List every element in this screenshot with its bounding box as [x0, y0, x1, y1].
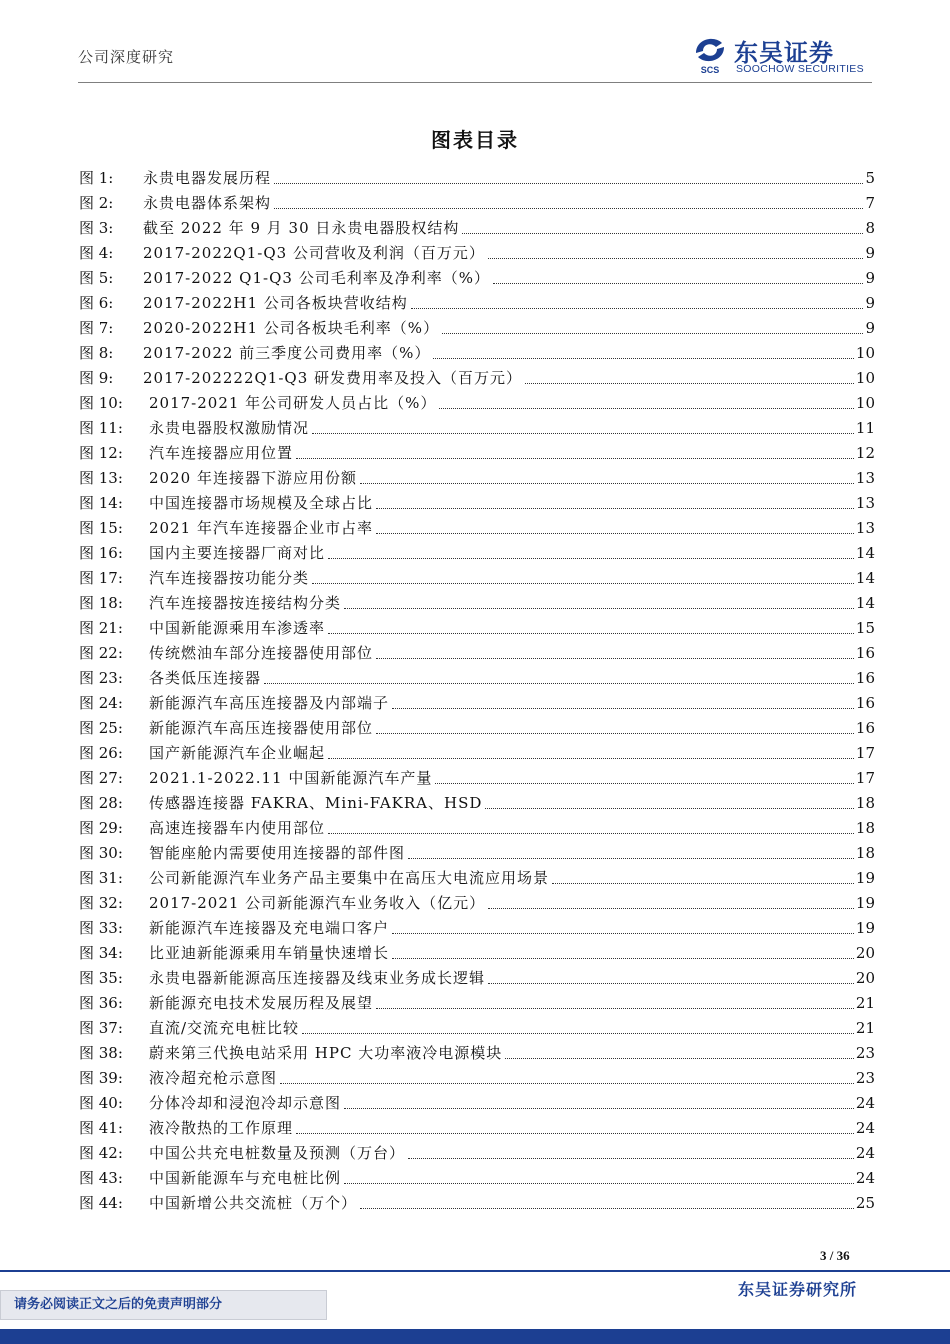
- toc-entry-page: 9: [865, 294, 875, 312]
- toc-entry-number: 图 14:: [79, 494, 123, 512]
- toc-leader-dots: [442, 316, 863, 334]
- toc-entry-number: 图 32:: [79, 894, 123, 912]
- toc-entry-page: 13: [855, 469, 875, 487]
- toc-entry[interactable]: [79, 416, 875, 441]
- toc-leader-dots: [328, 541, 854, 559]
- toc-leader-dots: [274, 191, 863, 209]
- toc-entry-title: 永贵电器发展历程: [143, 169, 272, 187]
- toc-entry-number: 图 5:: [79, 269, 114, 287]
- toc-entry-number: 图 43:: [79, 1169, 123, 1187]
- toc-entry[interactable]: [79, 441, 875, 466]
- soochow-logo-icon: [690, 33, 730, 75]
- toc-leader-dots: [280, 1066, 854, 1084]
- toc-entry-page: 7: [865, 194, 875, 212]
- toc-entry-page: 21: [855, 1019, 875, 1037]
- toc-entry[interactable]: [79, 1041, 875, 1066]
- toc-entry-number: 图 17:: [79, 569, 123, 587]
- toc-leader-dots: [344, 591, 854, 609]
- page-number: 3 / 36: [820, 1248, 850, 1263]
- toc-entry-title: 分体冷却和浸泡冷却示意图: [149, 1094, 342, 1112]
- toc-entry[interactable]: [79, 516, 875, 541]
- toc-entry-title: 新能源充电技术发展历程及展望: [149, 994, 374, 1012]
- toc-entry-page: 14: [855, 594, 875, 612]
- logo-mark-text: SCS: [700, 65, 720, 75]
- toc-leader-dots: [439, 391, 853, 409]
- toc-entry[interactable]: [79, 841, 875, 866]
- toc-leader-dots: [344, 1091, 854, 1109]
- toc-entry-title: 蔚来第三代换电站采用 HPC 大功率液冷电源模块: [149, 1044, 503, 1062]
- toc-entry-title: 比亚迪新能源乘用车销量快速增长: [149, 944, 390, 962]
- toc-leader-dots: [296, 441, 854, 459]
- toc-entry[interactable]: [79, 741, 875, 766]
- toc-entry-title: 中国新能源车与充电桩比例: [149, 1169, 342, 1187]
- toc-leader-dots: [525, 366, 854, 384]
- toc-leader-dots: [408, 841, 854, 859]
- toc-entry-title: 2021 年汽车连接器企业市占率: [149, 519, 373, 537]
- toc-entry-page: 9: [865, 244, 875, 262]
- footer-organization: 东吴证券研究所: [738, 1280, 858, 1299]
- toc-leader-dots: [302, 1016, 854, 1034]
- toc-entry-number: 图 6:: [79, 294, 114, 312]
- toc-entry-page: 9: [865, 319, 875, 337]
- toc-entry-title: 永贵电器股权激励情况: [149, 419, 310, 437]
- toc-leader-dots: [312, 566, 854, 584]
- toc-entry-title: 汽车连接器应用位置: [149, 444, 294, 462]
- toc-entry[interactable]: [79, 316, 875, 341]
- toc-entry-page: 10: [855, 394, 875, 412]
- toc-entry-title: 汽车连接器按连接结构分类: [149, 594, 342, 612]
- toc-entry-number: 图 2:: [79, 194, 114, 212]
- toc-leader-dots: [392, 916, 854, 934]
- toc-entry[interactable]: [79, 541, 875, 566]
- toc-entry-title: 新能源汽车连接器及充电端口客户: [149, 919, 390, 937]
- toc-entry[interactable]: [79, 466, 875, 491]
- disclaimer-notice: 请务必阅读正文之后的免责声明部分: [0, 1290, 327, 1320]
- toc-entry-number: 图 39:: [79, 1069, 123, 1087]
- toc-leader-dots: [488, 241, 864, 259]
- toc-entry-page: 16: [855, 669, 875, 687]
- toc-entry-number: 图 3:: [79, 219, 114, 237]
- toc-entry-number: 图 8:: [79, 344, 114, 362]
- toc-entry-title: 直流/交流充电桩比较: [149, 1019, 300, 1037]
- toc-entry-page: 14: [855, 544, 875, 562]
- toc-entry-title: 智能座舱内需要使用连接器的部件图: [149, 844, 406, 862]
- toc-entry-page: 19: [855, 894, 875, 912]
- toc-leader-dots: [376, 491, 854, 509]
- toc-entry-title: 国产新能源汽车企业崛起: [149, 744, 326, 762]
- toc-entry-page: 20: [855, 969, 875, 987]
- toc-entry-title: 2017-2021 公司新能源汽车业务收入（亿元）: [149, 894, 486, 912]
- toc-entry-page: 10: [855, 344, 875, 362]
- toc-leader-dots: [264, 666, 854, 684]
- toc-entry[interactable]: [79, 341, 875, 366]
- toc-leader-dots: [392, 691, 854, 709]
- toc-entry[interactable]: [79, 166, 875, 191]
- toc-entry-page: 14: [855, 569, 875, 587]
- toc-entry-title: 公司新能源汽车业务产品主要集中在高压大电流应用场景: [149, 869, 550, 887]
- toc-entry[interactable]: [79, 241, 875, 266]
- toc-entry-title: 永贵电器体系架构: [143, 194, 272, 212]
- toc-entry-page: 24: [855, 1119, 875, 1137]
- toc-entry-page: 13: [855, 519, 875, 537]
- toc-entry-page: 23: [855, 1069, 875, 1087]
- toc-entry[interactable]: [79, 216, 875, 241]
- toc-entry-number: 图 21:: [79, 619, 123, 637]
- toc-entry-number: 图 37:: [79, 1019, 123, 1037]
- toc-entry[interactable]: [79, 366, 875, 391]
- toc-entry-page: 24: [855, 1144, 875, 1162]
- toc-entry[interactable]: [79, 766, 875, 791]
- toc-entry[interactable]: [79, 641, 875, 666]
- toc-leader-dots: [411, 291, 864, 309]
- toc-entry-number: 图 44:: [79, 1194, 123, 1212]
- toc-entry-page: 21: [855, 994, 875, 1012]
- toc-entry-title: 永贵电器新能源高压连接器及线束业务成长逻辑: [149, 969, 486, 987]
- toc-entry-number: 图 36:: [79, 994, 123, 1012]
- toc-entry[interactable]: [79, 691, 875, 716]
- toc-entry-number: 图 42:: [79, 1144, 123, 1162]
- toc-entry-page: 16: [855, 694, 875, 712]
- toc-entry-number: 图 31:: [79, 869, 123, 887]
- toc-entry-page: 15: [855, 619, 875, 637]
- toc-leader-dots: [328, 616, 854, 634]
- toc-entry-title: 2020 年连接器下游应用份额: [149, 469, 357, 487]
- toc-entry[interactable]: [79, 1091, 875, 1116]
- toc-entry[interactable]: [79, 491, 875, 516]
- toc-leader-dots: [274, 166, 863, 184]
- figure-toc-list: [79, 166, 875, 1216]
- toc-leader-dots: [408, 1141, 854, 1159]
- toc-leader-dots: [296, 1116, 854, 1134]
- toc-entry-number: 图 18:: [79, 594, 123, 612]
- toc-entry-page: 24: [855, 1094, 875, 1112]
- toc-entry[interactable]: [79, 1166, 875, 1191]
- toc-entry[interactable]: [79, 566, 875, 591]
- toc-entry-title: 2017-2022Q1-Q3 公司营收及利润（百万元）: [143, 244, 485, 262]
- toc-leader-dots: [376, 991, 854, 1009]
- toc-entry-number: 图 25:: [79, 719, 123, 737]
- toc-entry-number: 图 28:: [79, 794, 123, 812]
- toc-entry-title: 2017-2022 Q1-Q3 公司毛利率及净利率（%）: [143, 269, 490, 287]
- toc-entry-number: 图 11:: [79, 419, 123, 437]
- toc-entry[interactable]: [79, 1116, 875, 1141]
- toc-entry-number: 图 33:: [79, 919, 123, 937]
- toc-leader-dots: [312, 416, 854, 434]
- toc-entry[interactable]: [79, 291, 875, 316]
- toc-entry-title: 2017-202222Q1-Q3 研发费用率及投入（百万元）: [143, 369, 523, 387]
- toc-entry-page: 8: [865, 219, 875, 237]
- toc-entry-page: 17: [855, 769, 875, 787]
- toc-entry[interactable]: [79, 666, 875, 691]
- toc-entry-title: 液冷超充枪示意图: [149, 1069, 278, 1087]
- toc-entry-page: 16: [855, 719, 875, 737]
- toc-entry[interactable]: [79, 266, 875, 291]
- toc-entry[interactable]: [79, 941, 875, 966]
- toc-entry-title: 中国连接器市场规模及全球占比: [149, 494, 374, 512]
- toc-entry-number: 图 40:: [79, 1094, 123, 1112]
- toc-leader-dots: [344, 1166, 854, 1184]
- toc-entry-title: 国内主要连接器厂商对比: [149, 544, 326, 562]
- toc-entry-title: 传统燃油车部分连接器使用部位: [149, 644, 374, 662]
- toc-entry-title: 新能源汽车高压连接器使用部位: [149, 719, 374, 737]
- toc-entry-page: 18: [855, 794, 875, 812]
- toc-leader-dots: [493, 266, 863, 284]
- toc-entry[interactable]: [79, 916, 875, 941]
- toc-entry-number: 图 12:: [79, 444, 123, 462]
- toc-entry-title: 2021.1-2022.11 中国新能源汽车产量: [149, 769, 433, 787]
- toc-entry-number: 图 1:: [79, 169, 114, 187]
- toc-entry-number: 图 4:: [79, 244, 114, 262]
- toc-entry-title: 2017-2021 年公司研发人员占比（%）: [149, 394, 437, 412]
- toc-entry-page: 23: [855, 1044, 875, 1062]
- toc-entry-page: 5: [865, 169, 875, 187]
- toc-entry-page: 20: [855, 944, 875, 962]
- toc-entry[interactable]: [79, 1016, 875, 1041]
- toc-entry[interactable]: [79, 616, 875, 641]
- toc-entry-number: 图 23:: [79, 669, 123, 687]
- toc-entry[interactable]: [79, 1191, 875, 1216]
- toc-leader-dots: [433, 341, 853, 359]
- toc-entry-title: 汽车连接器按功能分类: [149, 569, 310, 587]
- toc-entry-page: 18: [855, 844, 875, 862]
- toc-entry-number: 图 22:: [79, 644, 123, 662]
- toc-entry[interactable]: [79, 191, 875, 216]
- toc-entry-number: 图 26:: [79, 744, 123, 762]
- toc-leader-dots: [462, 216, 863, 234]
- toc-entry-page: 11: [855, 419, 875, 437]
- toc-entry-title: 2017-2022 前三季度公司费用率（%）: [143, 344, 431, 362]
- company-logo: [690, 33, 890, 77]
- toc-entry-page: 16: [855, 644, 875, 662]
- toc-entry-number: 图 35:: [79, 969, 123, 987]
- toc-entry-title: 截至 2022 年 9 月 30 日永贵电器股权结构: [143, 219, 460, 237]
- toc-entry[interactable]: [79, 1141, 875, 1166]
- toc-entry-page: 10: [855, 369, 875, 387]
- toc-entry-title: 中国新增公共交流桩（万个）: [149, 1194, 358, 1212]
- toc-entry-number: 图 7:: [79, 319, 114, 337]
- toc-leader-dots: [328, 816, 854, 834]
- toc-entry-number: 图 15:: [79, 519, 123, 537]
- toc-leader-dots: [376, 641, 854, 659]
- report-type-label: 公司深度研究: [78, 48, 175, 66]
- toc-entry-title: 中国新能源乘用车渗透率: [149, 619, 326, 637]
- toc-entry-page: 19: [855, 919, 875, 937]
- toc-entry-title: 高速连接器车内使用部位: [149, 819, 326, 837]
- toc-entry-page: 24: [855, 1169, 875, 1187]
- toc-entry-title: 传感器连接器 FAKRA、Mini-FAKRA、HSD: [149, 794, 483, 812]
- toc-entry[interactable]: [79, 591, 875, 616]
- toc-entry[interactable]: [79, 391, 875, 416]
- toc-entry-number: 图 27:: [79, 769, 123, 787]
- toc-entry-title: 各类低压连接器: [149, 669, 262, 687]
- toc-entry[interactable]: [79, 966, 875, 991]
- toc-entry-title: 中国公共充电桩数量及预测（万台）: [149, 1144, 406, 1162]
- toc-entry[interactable]: [79, 716, 875, 741]
- toc-leader-dots: [360, 466, 854, 484]
- toc-leader-dots: [360, 1191, 854, 1209]
- footer-band: [0, 1329, 950, 1344]
- toc-entry[interactable]: [79, 991, 875, 1016]
- toc-entry-number: 图 9:: [79, 369, 114, 387]
- toc-entry-page: 19: [855, 869, 875, 887]
- logo-chinese-name: 东吴证券: [734, 39, 834, 67]
- toc-leader-dots: [552, 866, 854, 884]
- toc-leader-dots: [435, 766, 854, 784]
- toc-entry-page: 18: [855, 819, 875, 837]
- toc-leader-dots: [376, 716, 854, 734]
- toc-entry-page: 9: [865, 269, 875, 287]
- toc-entry-number: 图 13:: [79, 469, 123, 487]
- toc-entry-number: 图 41:: [79, 1119, 123, 1137]
- toc-leader-dots: [488, 891, 854, 909]
- toc-entry[interactable]: [79, 891, 875, 916]
- toc-entry-title: 液冷散热的工作原理: [149, 1119, 294, 1137]
- toc-entry-number: 图 34:: [79, 944, 123, 962]
- toc-entry-number: 图 38:: [79, 1044, 123, 1062]
- toc-leader-dots: [392, 941, 854, 959]
- logo-english-name: SOOCHOW SECURITIES: [736, 63, 864, 75]
- toc-entry-number: 图 16:: [79, 544, 123, 562]
- toc-entry-title: 新能源汽车高压连接器及内部端子: [149, 694, 390, 712]
- toc-title: 图表目录: [431, 128, 519, 152]
- toc-leader-dots: [376, 516, 854, 534]
- toc-leader-dots: [328, 741, 854, 759]
- toc-leader-dots: [488, 966, 854, 984]
- toc-entry[interactable]: [79, 791, 875, 816]
- toc-entry-number: 图 24:: [79, 694, 123, 712]
- toc-entry-number: 图 10:: [79, 394, 123, 412]
- toc-entry-page: 13: [855, 494, 875, 512]
- toc-entry-title: 2017-2022H1 公司各板块营收结构: [143, 294, 408, 312]
- header-divider: [78, 82, 872, 83]
- toc-entry-page: 12: [855, 444, 875, 462]
- toc-entry[interactable]: [79, 1066, 875, 1091]
- toc-leader-dots: [505, 1041, 854, 1059]
- toc-entry-number: 图 30:: [79, 844, 123, 862]
- toc-entry[interactable]: [79, 816, 875, 841]
- toc-entry-page: 17: [855, 744, 875, 762]
- toc-leader-dots: [485, 791, 854, 809]
- toc-entry-number: 图 29:: [79, 819, 123, 837]
- toc-entry[interactable]: [79, 866, 875, 891]
- footer-divider: [0, 1270, 950, 1272]
- toc-entry-page: 25: [855, 1194, 875, 1212]
- toc-entry-title: 2020-2022H1 公司各板块毛利率（%）: [143, 319, 440, 337]
